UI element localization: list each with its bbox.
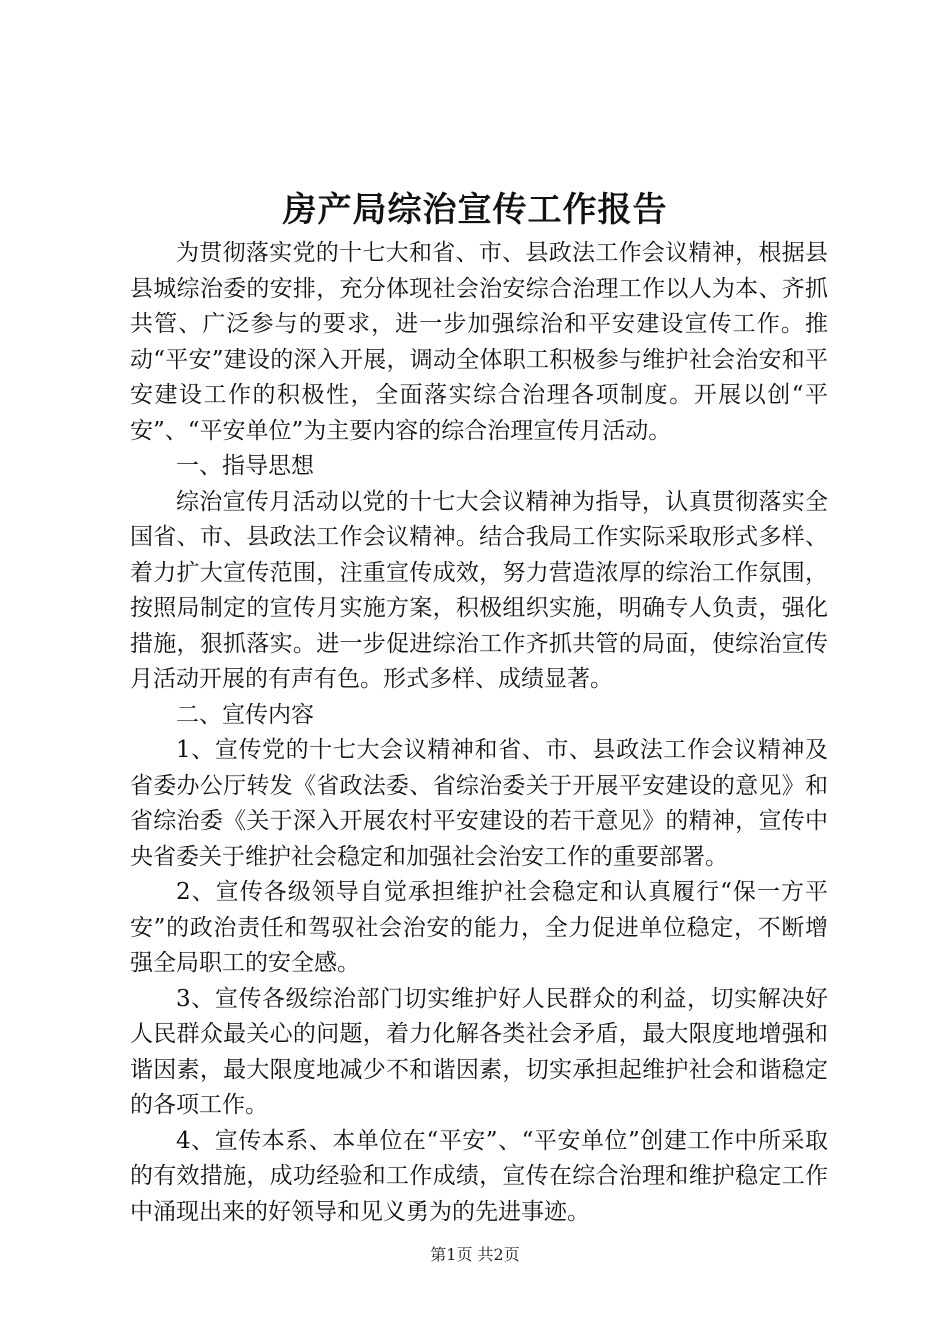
- document-body: [130, 236, 828, 1230]
- content-item-4: 4、宣传本系、本单位在“平安”、“平安单位”创建工作中所采取的有效措施，成功经验和工作成绩，宣传在综合治理和维护稳定工作中涌现出来的好领导和见义勇为的先进事迹。: [130, 1127, 828, 1225]
- guiding-ideology-paragraph: 综治宣传月活动以党的十七大会议精神为指导，认真贯彻落实全国省、市、县政法工作会议精神。结合我局工作实际采取形式多样、着力扩大宣传范围，注重宣传成效，努力营造浓厚的综治工作氛围，按照局制定的宣传月实施方案，积极组织实施，明确专人负责，强化措施，狠抓落实。进一步促进综治工作齐抓共管的局面，使综治宣传月活动开展的有声有色。形式多样、成绩显著。: [130, 488, 828, 692]
- content-item-2: 2、宣传各级领导自觉承担维护社会稳定和认真履行“保一方平安”的政治责任和驾驭社会治安的能力，全力促进单位稳定，不断增强全局职工的安全感。: [130, 879, 828, 976]
- section-heading-publicity-content: 二、宣传内容: [176, 701, 314, 728]
- page-footer: 第1页 共2页: [430, 1245, 520, 1264]
- section-heading-guiding-ideology: 一、指导思想: [176, 453, 314, 479]
- intro-paragraph: 为贯彻落实党的十七大和省、市、县政法工作会议精神，根据县县城综治委的安排，充分体现社会治安综合治理工作以人为本、齐抓共管、广泛参与的要求，进一步加强综治和平安建设宣传工作。推动“平安”建设的深入开展，调动全体职工积极参与维护社会治安和平安建设工作的积极性，全面落实综合治理各项制度。开展以创“平安”、“平安单位”为主要内容的综合治理宣传月活动。: [130, 240, 828, 444]
- document-title: 房产局综治宣传工作报告: [282, 190, 668, 230]
- content-item-1: 1、宣传党的十七大会议精神和省、市、县政法工作会议精神及省委办公厅转发《省政法委、省综治委关于开展平安建设的意见》和省综治委《关于深入开展农村平安建设的若干意见》的精神，宣传中央省委关于维护社会稳定和加强社会治安工作的重要部署。: [130, 737, 828, 870]
- content-item-3: 3、宣传各级综治部门切实维护好人民群众的利益，切实解决好人民群众最关心的问题，着力化解各类社会矛盾，最大限度地增强和谐因素，最大限度地减少不和谐因素，切实承担起维护社会和谐稳定的各项工作。: [130, 985, 828, 1118]
